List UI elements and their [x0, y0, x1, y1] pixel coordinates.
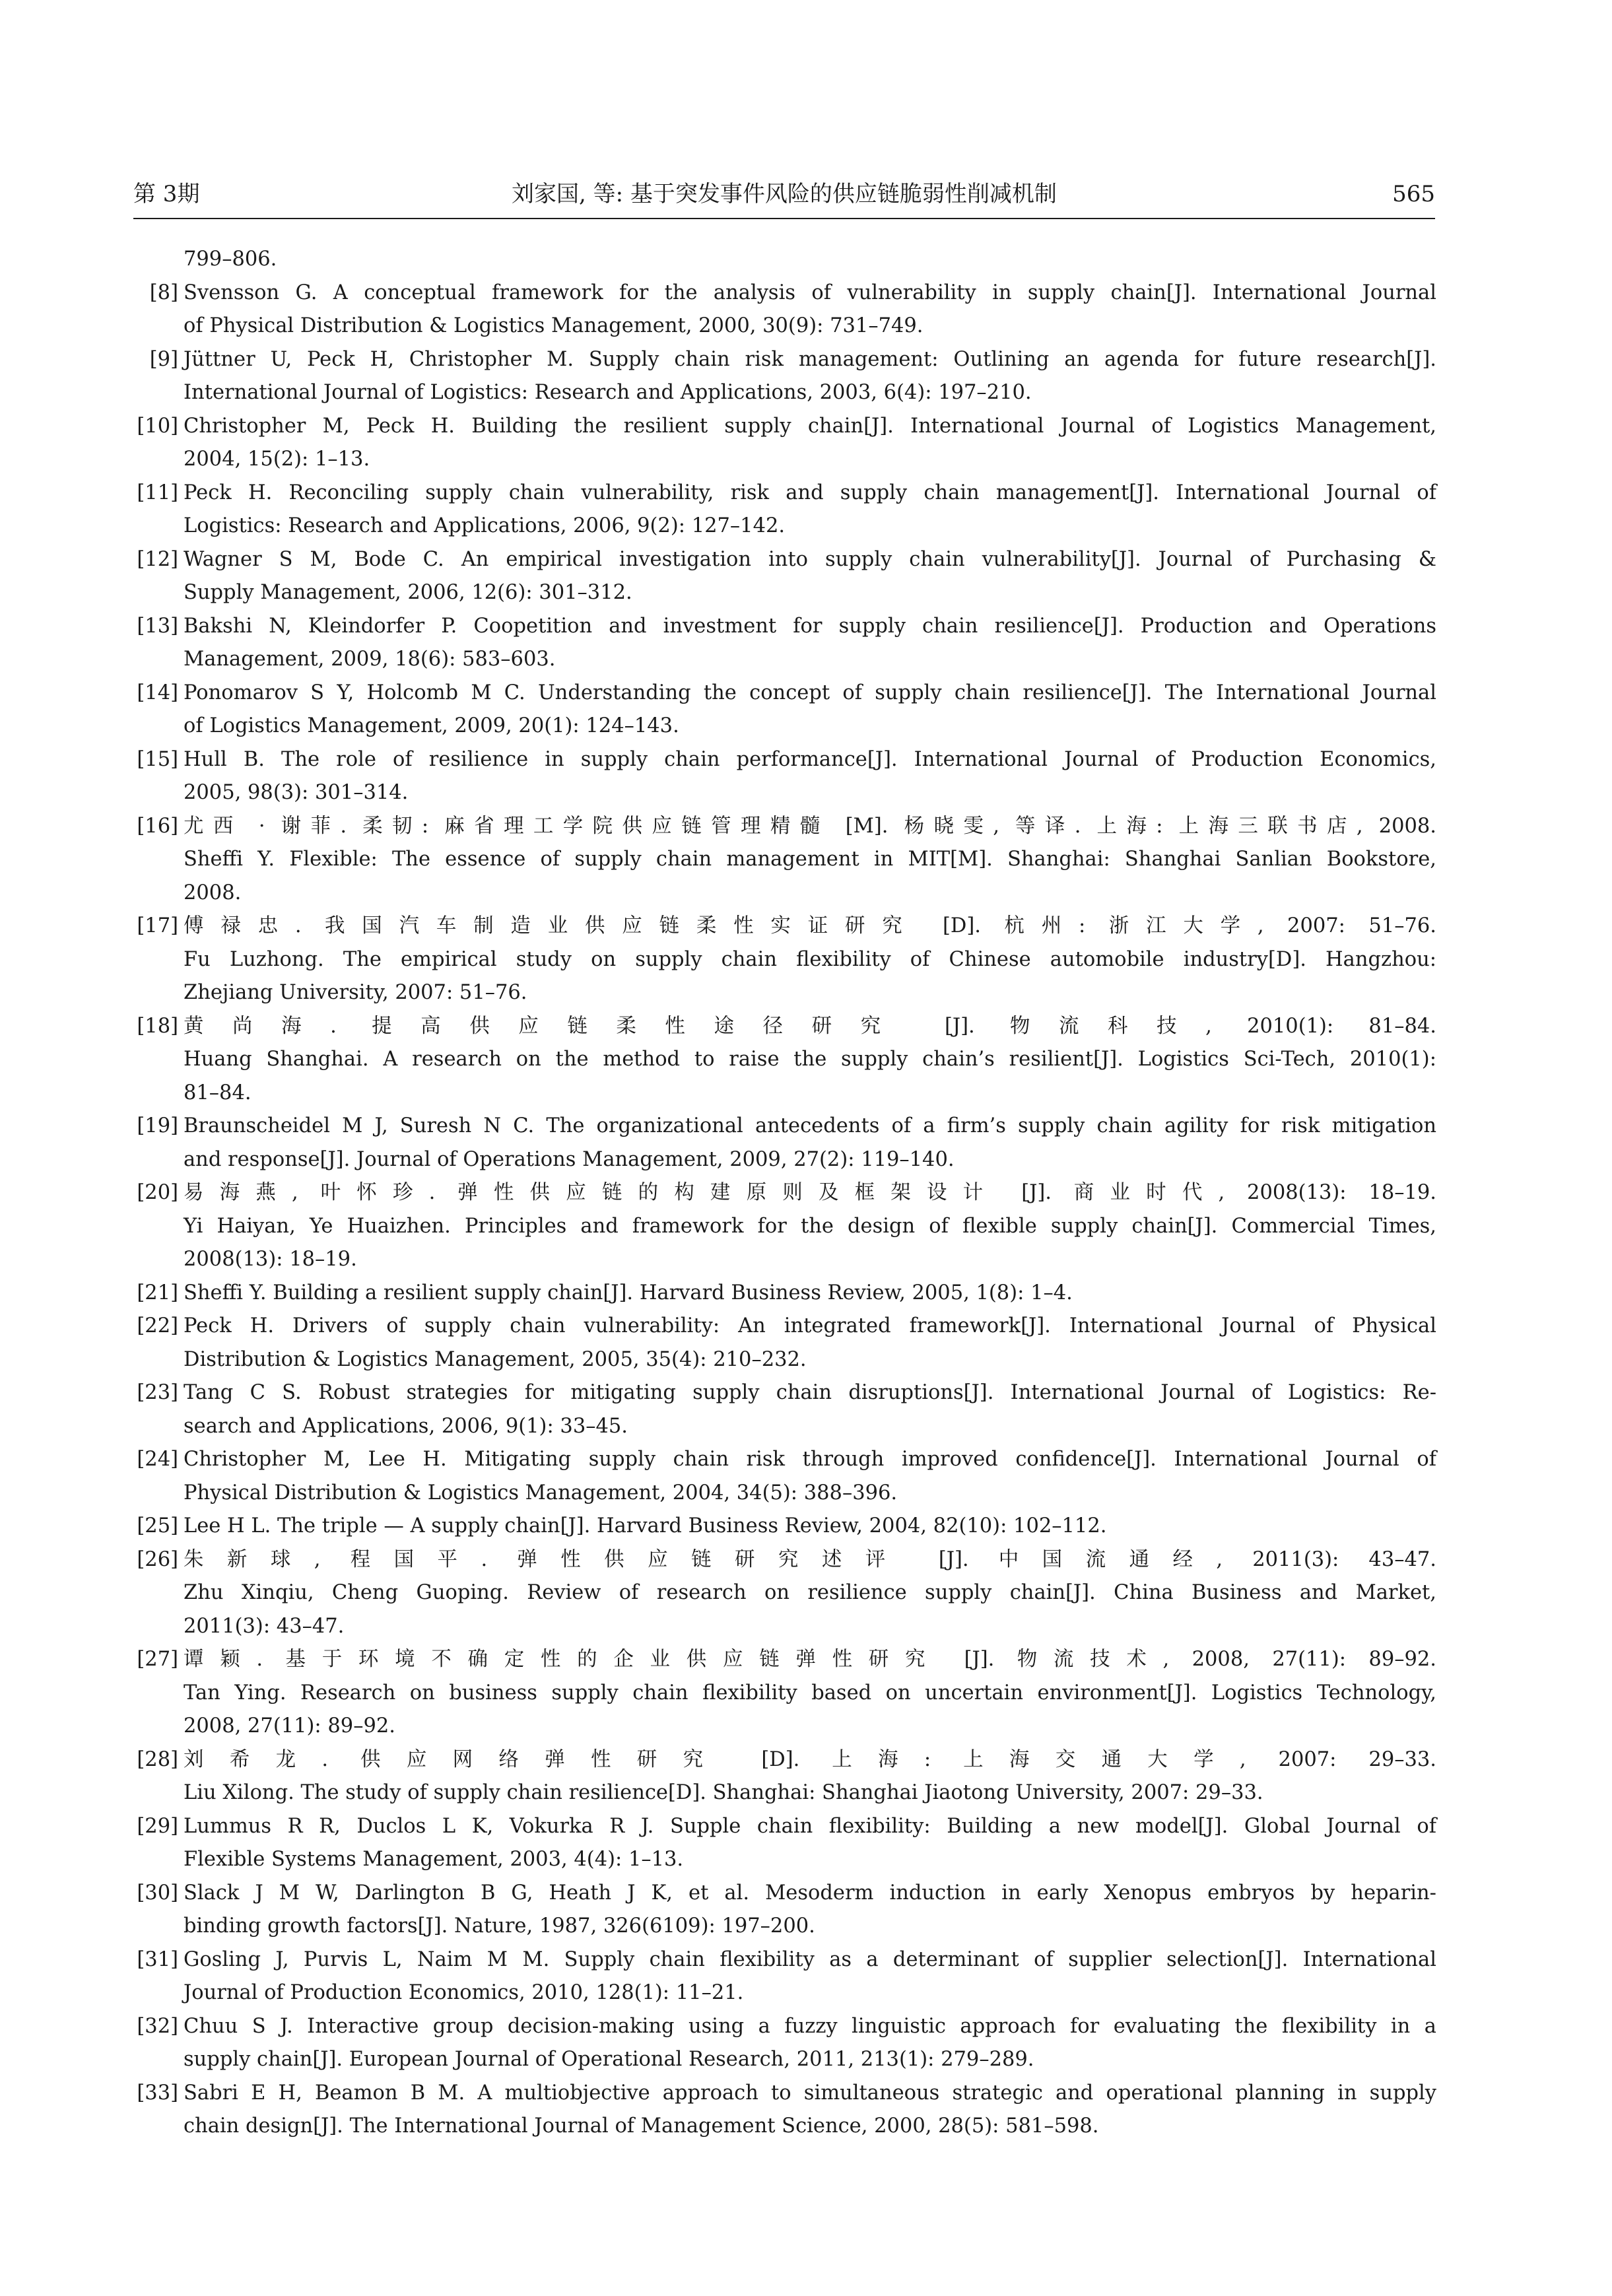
reference-entry: [132, 610, 1436, 677]
reference-line: Sabri E H, Beamon B M. A multiobjective approach to simultaneous strategic and operational planning in supply: [184, 2081, 1436, 2105]
reference-line: 2008(13): 18–19.: [184, 1248, 357, 1271]
reference-entry: [132, 743, 1436, 810]
reference-entry: [132, 343, 1436, 410]
reference-line: 2008.: [184, 881, 242, 904]
reference-number: [9]: [149, 347, 178, 371]
reference-entry: [132, 1376, 1436, 1443]
reference-line: Tang C S. Robust strategies for mitigating supply chain disruptions[J]. International Journal of Logistics: Re-: [184, 1381, 1436, 1404]
reference-number: [19]: [137, 1114, 178, 1137]
reference-line: Liu Xilong. The study of supply chain resilience[D]. Shanghai: Shanghai Jiaotong University, 2007: 29–33.: [184, 1781, 1263, 1804]
reference-entry: [132, 1877, 1436, 1943]
reference-entry: [132, 1110, 1436, 1176]
reference-line: Slack J M W, Darlington B G, Heath J K, et al. Mesoderm induction in early Xenopus embryos by heparin-: [184, 1881, 1436, 1905]
reference-line: of Logistics Management, 2009, 20(1): 124–143.: [184, 714, 679, 737]
reference-line: Svensson G. A conceptual framework for the analysis of vulnerability in supply chain[J]. International Journal: [184, 281, 1436, 304]
reference-entry: [132, 1443, 1436, 1510]
reference-line: 2008, 27(11): 89–92.: [184, 1714, 395, 1738]
reference-number: [28]: [137, 1747, 178, 1771]
reference-line: Supply Management, 2006, 12(6): 301–312.: [184, 581, 632, 604]
reference-line: Bakshi N, Kleindorfer P. Coopetition and investment for supply chain resilience[J]. Production and Operations: [184, 614, 1436, 638]
reference-line: Management, 2009, 18(6): 583–603.: [184, 648, 556, 671]
reference-number: [18]: [137, 1014, 178, 1038]
reference-entry: [132, 543, 1436, 610]
reference-line: Christopher M, Peck H. Building the resilient supply chain[J]. International Journal of Logistics Management,: [184, 414, 1436, 438]
reference-line: Jüttner U, Peck H, Christopher M. Supply chain risk management: Outlining an agenda for future research[J].: [184, 347, 1436, 371]
header-divider: [133, 218, 1435, 219]
reference-number: [29]: [137, 1814, 178, 1838]
reference-line: Huang Shanghai. A research on the method to raise the supply chain’s resilient[J]. Logistics Sci-Tech, 2010(1):: [184, 1048, 1436, 1071]
reference-line: 2004, 15(2): 1–13.: [184, 448, 370, 471]
reference-number: [14]: [137, 681, 178, 704]
reference-entry: [132, 410, 1436, 477]
reference-number: [24]: [137, 1448, 178, 1471]
reference-line: 易海燕, 叶怀珍. 弹性供应链的构建原则及框架设计 [J]. 商业时代, 2008(13): 18–19.: [184, 1181, 1436, 1204]
reference-entry: [132, 1310, 1436, 1376]
reference-number: [8]: [149, 281, 178, 304]
reference-entry: [132, 1277, 1436, 1310]
reference-line: 刘希龙. 供应网络弹性研究 [D]. 上海: 上海交通大学, 2007: 29–33.: [184, 1747, 1436, 1771]
reference-number: [12]: [137, 547, 178, 571]
reference-line: Journal of Production Economics, 2010, 128(1): 11–21.: [184, 1981, 744, 2004]
reference-line: Tan Ying. Research on business supply chain flexibility based on uncertain environment[J]. Logistics Technology,: [184, 1681, 1436, 1705]
reference-line: Distribution & Logistics Management, 2005, 35(4): 210–232.: [184, 1347, 807, 1371]
reference-line: 黄尚海. 提高供应链柔性途径研究 [J]. 物流科技, 2010(1): 81–84.: [184, 1014, 1436, 1038]
reference-line: Peck H. Drivers of supply chain vulnerability: An integrated framework[J]. International Journal of Physical: [184, 1314, 1436, 1337]
reference-line: International Journal of Logistics: Research and Applications, 2003, 6(4): 197–210.: [184, 381, 1032, 404]
reference-number: [11]: [137, 481, 178, 504]
reference-line: 尤西 · 谢菲. 柔韧: 麻省理工学院供应链管理精髓 [M]. 杨晓雯, 等译. 上海: 上海三联书店, 2008.: [184, 814, 1436, 838]
reference-number: [30]: [137, 1881, 178, 1905]
issue-label: 第 3期: [133, 181, 200, 207]
reference-line: Yi Haiyan, Ye Huaizhen. Principles and framework for the design of flexible supply chain[J]. Commercial Times,: [184, 1214, 1436, 1238]
reference-number: [15]: [137, 747, 178, 771]
reference-continuation: 799–806.: [184, 248, 277, 271]
reference-line: Sheffi Y. Building a resilient supply chain[J]. Harvard Business Review, 2005, 1(8): 1–4.: [184, 1281, 1073, 1304]
reference-line: Sheffi Y. Flexible: The essence of supply chain management in MIT[M]. Shanghai: Shanghai Sanlian Bookstore,: [184, 848, 1436, 871]
reference-entry: [132, 1743, 1436, 1810]
reference-number: [26]: [137, 1547, 178, 1571]
reference-number: [10]: [137, 414, 178, 438]
reference-line: Gosling J, Purvis L, Naim M M. Supply chain flexibility as a determinant of supplier selection[J]. International: [184, 1947, 1436, 1971]
reference-line: Flexible Systems Management, 2003, 4(4): 1–13.: [184, 1848, 684, 1871]
reference-line: Zhejiang University, 2007: 51–76.: [184, 981, 527, 1004]
reference-entry: [132, 277, 1436, 343]
reference-entry: [132, 910, 1436, 1010]
reference-entry: [132, 1943, 1436, 2010]
reference-line: 谭颖. 基于环境不确定性的企业供应链弹性研究 [J]. 物流技术, 2008, 27(11): 89–92.: [184, 1648, 1436, 1671]
reference-line: Logistics: Research and Applications, 2006, 9(2): 127–142.: [184, 514, 786, 537]
reference-entry: [132, 1176, 1436, 1277]
reference-line: Zhu Xinqiu, Cheng Guoping. Review of research on resilience supply chain[J]. China Business and Market,: [184, 1581, 1436, 1604]
reference-line: 傅禄忠. 我国汽车制造业供应链柔性实证研究 [D]. 杭州: 浙江大学, 2007: 51–76.: [184, 914, 1436, 937]
reference-line: Ponomarov S Y, Holcomb M C. Understanding the concept of supply chain resilience[J]. The International Journal: [184, 681, 1436, 704]
reference-line: search and Applications, 2006, 9(1): 33–45.: [184, 1414, 628, 1438]
reference-entry: [132, 677, 1436, 743]
reference-number: [22]: [137, 1314, 178, 1337]
running-title: 刘家国, 等: 基于突发事件风险的供应链脆弱性削减机制: [512, 181, 1057, 207]
reference-number: [16]: [137, 814, 178, 838]
reference-line: Hull B. The role of resilience in supply chain performance[J]. International Journal of Production Economics,: [184, 747, 1436, 771]
reference-entry: [132, 1543, 1436, 1644]
reference-number: [33]: [137, 2081, 178, 2105]
reference-line: Peck H. Reconciling supply chain vulnerability, risk and supply chain management[J]. International Journal of: [184, 481, 1436, 504]
reference-number: [25]: [137, 1514, 178, 1537]
reference-entry: [132, 1810, 1436, 1877]
reference-number: [31]: [137, 1947, 178, 1971]
reference-line: Fu Luzhong. The empirical study on supply chain flexibility of Chinese automobile industry[D]. Hangzhou:: [184, 947, 1436, 971]
reference-number: [20]: [137, 1181, 178, 1204]
reference-line: binding growth factors[J]. Nature, 1987, 326(6109): 197–200.: [184, 1914, 815, 1938]
reference-number: [32]: [137, 2014, 178, 2038]
reference-line: 2011(3): 43–47.: [184, 1614, 345, 1638]
reference-entry: [132, 2077, 1436, 2144]
reference-line: Lee H L. The triple — A supply chain[J]. Harvard Business Review, 2004, 82(10): 102–112.: [184, 1514, 1107, 1537]
reference-number: [23]: [137, 1381, 178, 1404]
reference-line: Christopher M, Lee H. Mitigating supply chain risk through improved confidence[J]. International Journal of: [184, 1448, 1436, 1471]
reference-line: Wagner S M, Bode C. An empirical investigation into supply chain vulnerability[J]. Journal of Purchasing &: [184, 547, 1436, 571]
reference-line: 2005, 98(3): 301–314.: [184, 781, 409, 804]
reference-line: supply chain[J]. European Journal of Operational Research, 2011, 213(1): 279–289.: [184, 2048, 1034, 2071]
reference-entry: [132, 1510, 1436, 1543]
reference-line: and response[J]. Journal of Operations Management, 2009, 27(2): 119–140.: [184, 1147, 955, 1171]
reference-entry: [132, 2010, 1436, 2077]
reference-number: [17]: [137, 914, 178, 937]
reference-line: Physical Distribution & Logistics Management, 2004, 34(5): 388–396.: [184, 1481, 898, 1504]
reference-number: [21]: [137, 1281, 178, 1304]
reference-line: Braunscheidel M J, Suresh N C. The organizational antecedents of a firm’s supply chain agility for risk mitigation: [184, 1114, 1436, 1137]
reference-list: [132, 243, 1436, 2144]
reference-entry: [132, 1643, 1436, 1743]
page-number: 565: [1392, 181, 1435, 207]
reference-line: 朱新球, 程国平. 弹性供应链研究述评 [J]. 中国流通经, 2011(3): 43–47.: [184, 1547, 1436, 1571]
running-header: [133, 173, 1435, 215]
reference-line: chain design[J]. The International Journal of Management Science, 2000, 28(5): 581–598.: [184, 2114, 1099, 2138]
reference-line: 81–84.: [184, 1081, 252, 1104]
reference-entry: [132, 1010, 1436, 1110]
reference-number: [27]: [137, 1648, 178, 1671]
reference-line: Chuu S J. Interactive group decision-making using a fuzzy linguistic approach for evaluating the flexibility in a: [184, 2014, 1436, 2038]
reference-line: of Physical Distribution & Logistics Management, 2000, 30(9): 731–749.: [184, 314, 924, 337]
reference-entry: [132, 477, 1436, 543]
reference-entry: [132, 810, 1436, 910]
reference-line: Lummus R R, Duclos L K, Vokurka R J. Supple chain flexibility: Building a new model[J]. Global Journal of: [184, 1814, 1436, 1838]
reference-number: [13]: [137, 614, 178, 638]
